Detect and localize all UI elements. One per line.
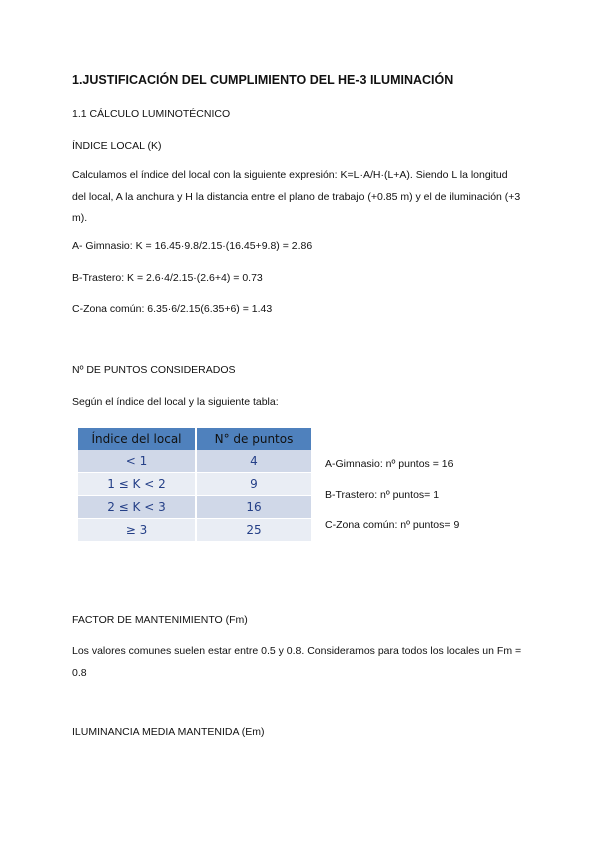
indice-title: ÍNDICE LOCAL (K) [72,140,162,152]
table-cell: 25 [196,519,311,542]
table-row [78,496,311,519]
mantenimiento-text: Los valores comunes suelen estar entre 0.5 y 0.8. Consideramos para todos los locales un Fm = 0.8 [72,645,522,679]
table-header-row [78,428,311,450]
table-cell: ≥ 3 [78,519,196,542]
table-header-cell: Índice del local [78,428,196,450]
section-subheading: 1.1 CÁLCULO LUMINOTÉCNICO [72,108,231,120]
puntos-title: Nº DE PUNTOS CONSIDERADOS [72,364,236,376]
puntos-table [78,428,311,541]
table-cell: 9 [196,473,311,496]
calc-zona-comun: C-Zona común: 6.35·6/2.15(6.35+6) = 1.43 [72,303,273,315]
puntos-intro: Según el índice del local y la siguiente tabla: [72,396,279,408]
document-heading: 1.JUSTIFICACIÓN DEL CUMPLIMIENTO DEL HE-3 ILUMINACIÓN [72,73,454,87]
table-cell: < 1 [78,450,196,473]
table-cell: 2 ≤ K < 3 [78,496,196,519]
indice-intro: Calculamos el índice del local con la siguiente expresión: K=L·A/H·(L+A). Siendo L la longitud del local, A la anchura y H la distancia entre el plano de trabajo (+0.85 m) y el de iluminación (+3 m). [72,169,521,224]
table-row [78,450,311,473]
table-row [78,519,311,542]
result-zona-comun: C-Zona común: nº puntos= 9 [325,519,460,531]
result-gimnasio: A-Gimnasio: nº puntos = 16 [325,458,454,470]
result-trastero: B-Trastero: nº puntos= 1 [325,489,440,501]
iluminancia-title: ILUMINANCIA MEDIA MANTENIDA (Em) [72,726,265,738]
mantenimiento-title: FACTOR DE MANTENIMIENTO (Fm) [72,614,248,626]
calc-trastero: B-Trastero: K = 2.6·4/2.15·(2.6+4) = 0.73 [72,272,263,284]
table-cell: 16 [196,496,311,519]
table-cell: 1 ≤ K < 2 [78,473,196,496]
table-row [78,473,311,496]
table-cell: 4 [196,450,311,473]
table-header-cell: N° de puntos [196,428,311,450]
calc-gimnasio: A- Gimnasio: K = 16.45·9.8/2.15·(16.45+9.8) = 2.86 [72,240,313,252]
